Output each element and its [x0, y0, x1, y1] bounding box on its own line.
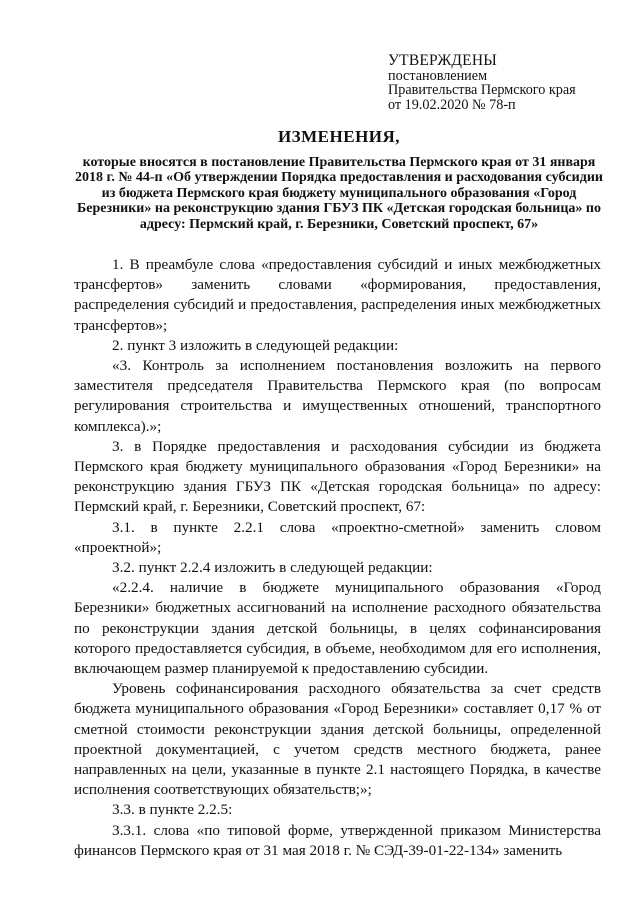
paragraph-6: 3.2. пункт 2.2.4 изложить в следующей редакции: [112, 559, 433, 577]
paragraph-8: Уровень софинансирования расходного обязательства за счет средств бюджета муниципального образования «Город Березники» составляет 0,17 % от сметной стоимости реконструкции здания детской больницы, определенной проектной документацией, с учетом средств местного бюджета, ранее направленных на цели, указанные в пункте 2.1 настоящего Порядка, в качестве исполнения соответствующих обязательств;»; [74, 680, 601, 799]
approval-authority: Правительства Пермского края [388, 82, 576, 98]
paragraph-1: 1. В преамбуле слова «предоставления субсидий и иных межбюджетных трансфертов» заменить словами «формирования, предоставления, распределения субсидий и предоставления, распределения иных межбюджетных трансфертов»; [74, 256, 601, 334]
paragraph-7: «2.2.4. наличие в бюджете муниципального образования «Город Березники» бюджетных ассигнований на исполнение расходного обязательства по реконструкции здания детской больницы, в целях софинансирования которого предоставляется субсидия, в объеме, необходимом для его исполнения, включающем размер планируемой к предоставлению субсидии. [74, 579, 601, 678]
paragraph-3: «3. Контроль за исполнением постановления возложить на первого заместителя председателя Правительства Пермского края (по вопросам регулирования строительства и имущественных отношений, транспортного комплекса).»; [74, 357, 601, 435]
paragraph-5: 3.1. в пункте 2.2.1 слова «проектно-сметной» заменить словом «проектной»; [74, 518, 601, 556]
approval-stamp [388, 54, 628, 112]
paragraph-10: 3.3.1. слова «по типовой форме, утвержденной приказом Министерства финансов Пермского края от 31 мая 2018 г. № СЭД-39-01-22-134» заменить [74, 821, 601, 859]
document-heading [74, 126, 604, 232]
document-body [74, 255, 601, 861]
approval-status: УТВЕРЖДЕНЫ [388, 52, 497, 69]
approval-date-number: от 19.02.2020 № 78-п [388, 96, 516, 113]
document-subtitle: которые вносятся в постановление Правительства Пермского края от 31 января 2018 г. № 44-п «Об утверждении Порядка предоставления и расходования субсидии из бюджета Пермского края бюджету муниципального образования «Город Березники» на реконструкцию здания ГБУЗ ПК «Детская городская больница» по адресу: Пермский край, г. Березники, Советский проспект, 67» [75, 155, 603, 232]
approval-by: постановлением [388, 67, 488, 84]
paragraph-2: 2. пункт 3 изложить в следующей редакции: [112, 336, 399, 354]
document-title: ИЗМЕНЕНИЯ, [277, 127, 401, 146]
paragraph-4: 3. в Порядке предоставления и расходования субсидии из бюджета Пермского края бюджету муниципального образования «Город Березники» на реконструкцию здания ГБУЗ ПК «Детская городская больница» по адресу: Пермский край, г. Березники, Советский проспект, 67: [74, 437, 601, 516]
paragraph-9: 3.3. в пункте 2.2.5: [112, 801, 233, 819]
